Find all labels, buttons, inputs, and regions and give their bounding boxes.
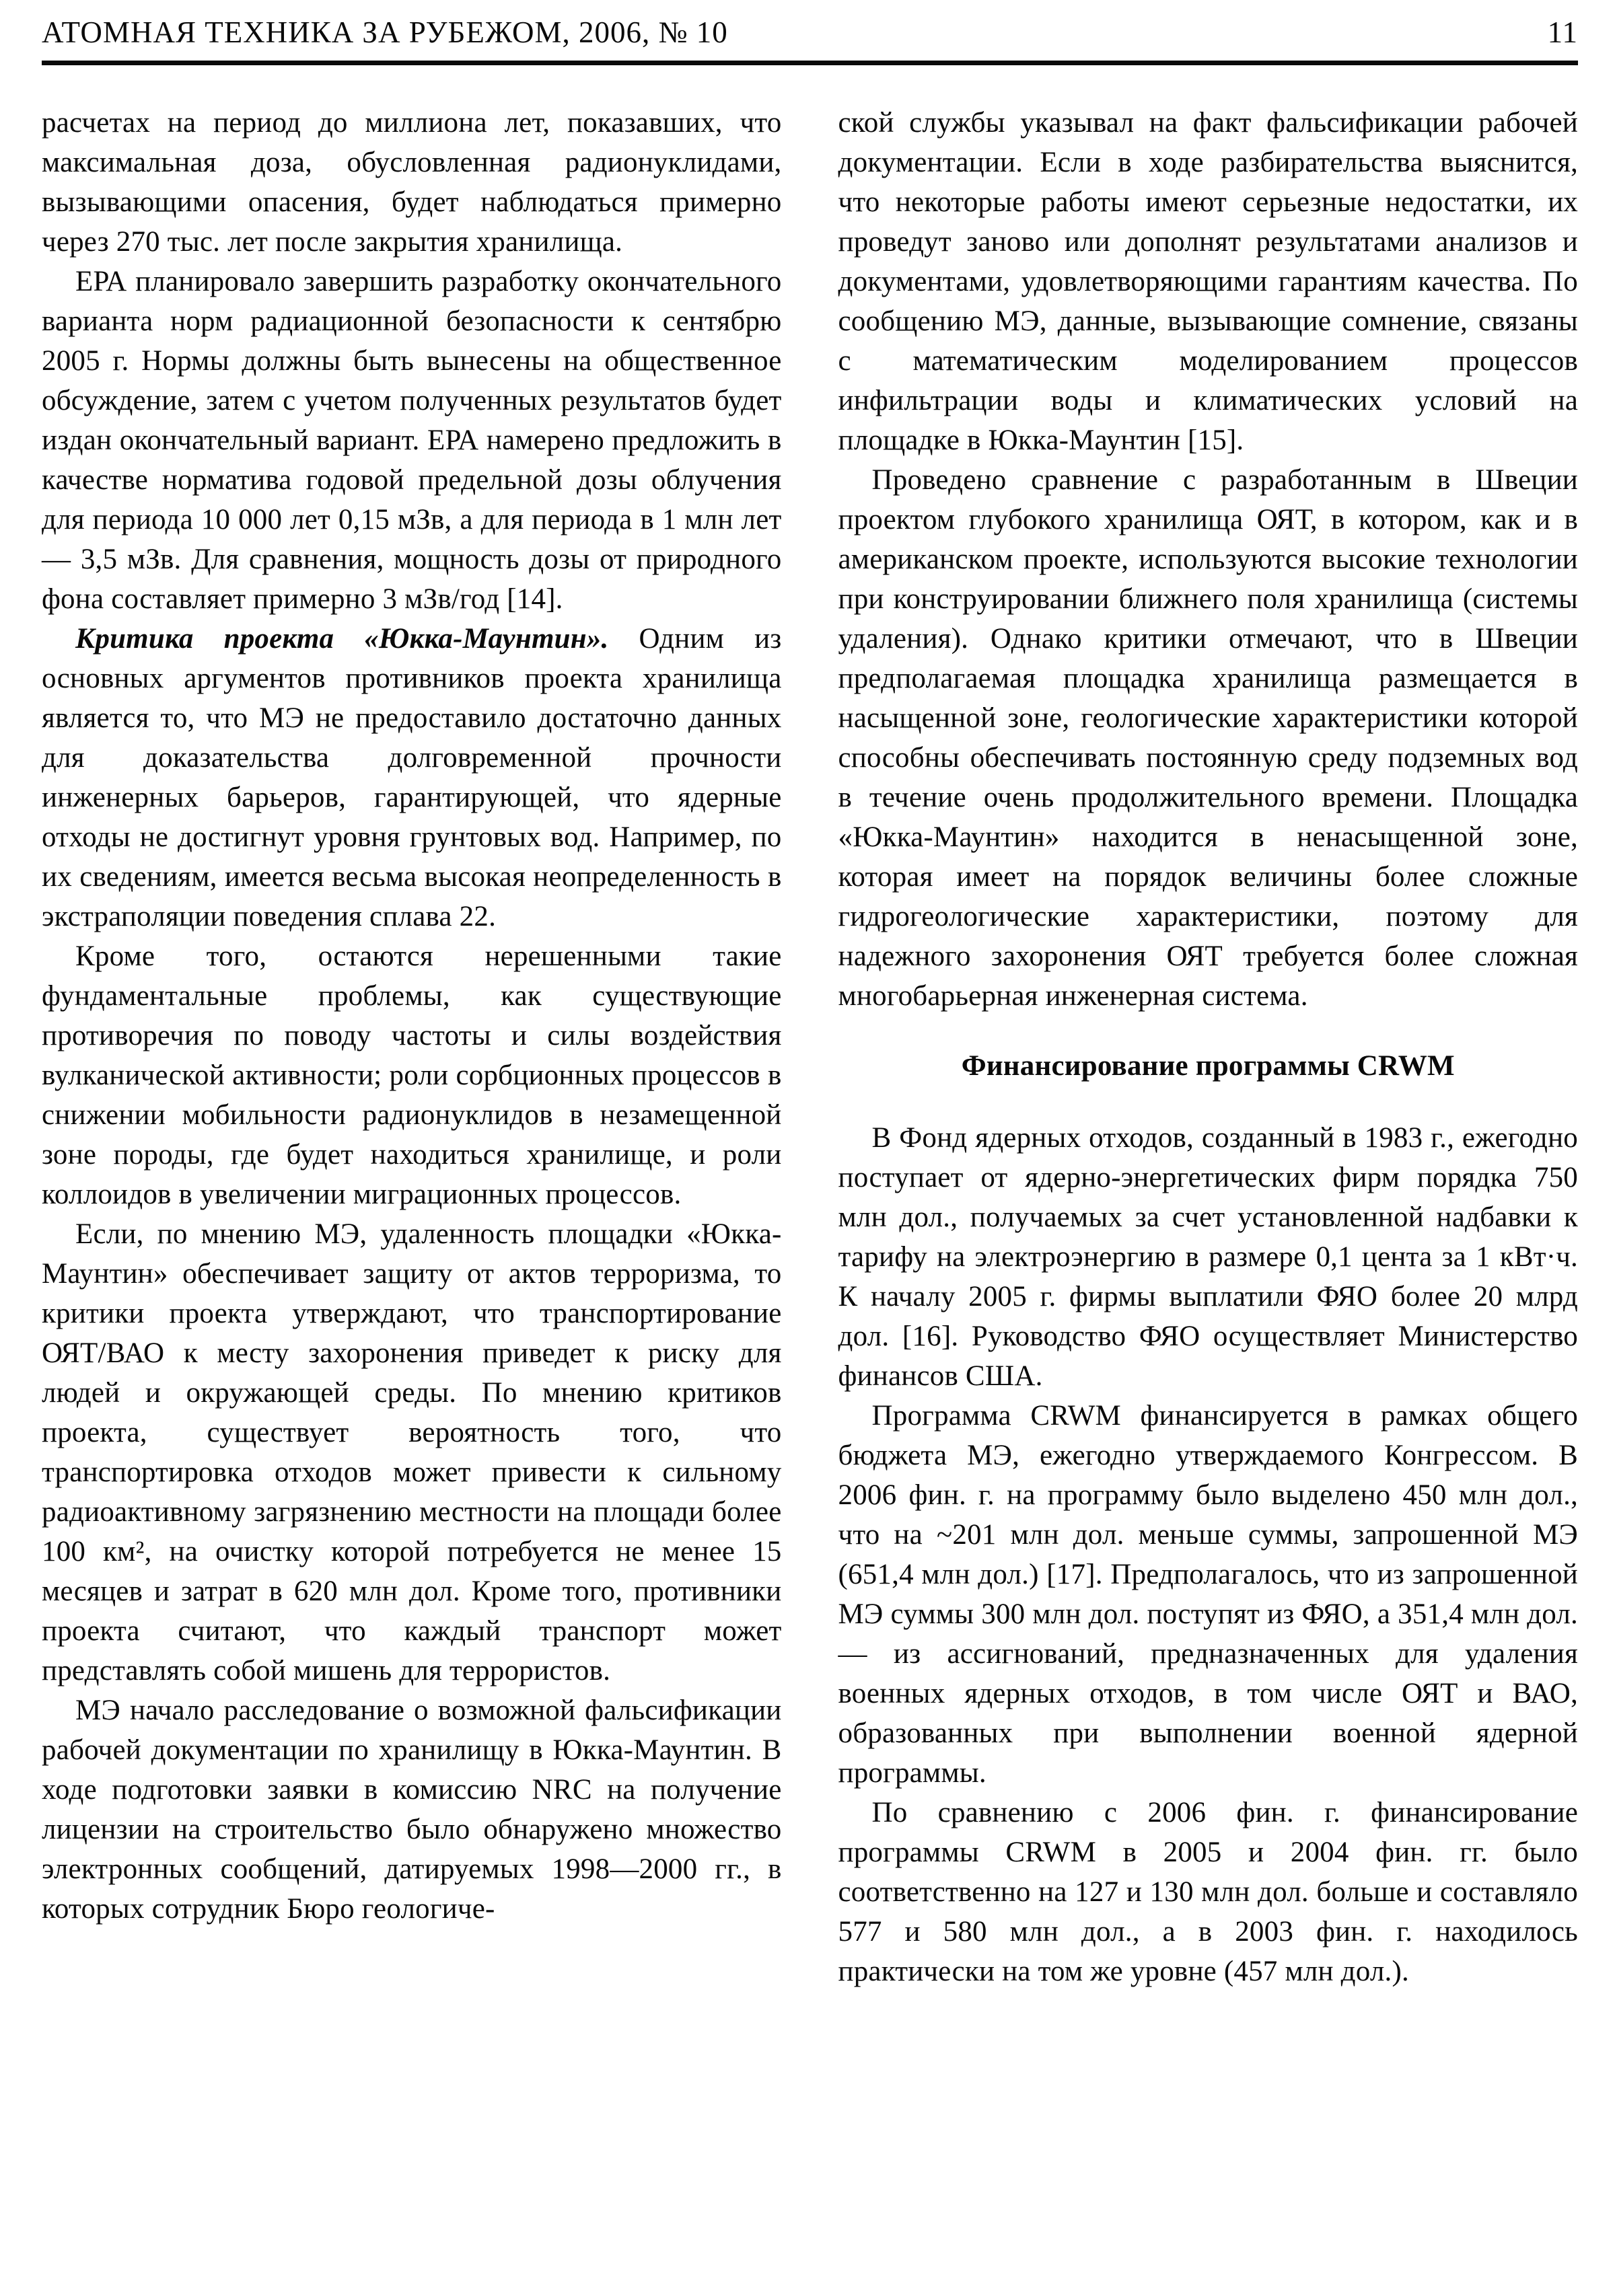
run-in-subheading: Критика проекта «Юкка-Маунтин». — [75, 622, 609, 655]
paragraph: Если, по мнению МЭ, удаленность площадки «Юкка-Маунтин» обеспечивает защиту от актов терроризма, то критики проекта утверждают, что транспортирование ОЯТ/ВАО к месту захоронения приведет к риску для людей и окружающей среды. По мнению критиков проекта, существует вероятность того, что транспортировка отходов может привести к сильному радиоактивному загрязнению местности на площади более 100 км², на очистку которой потребуется не менее 15 месяцев и затрат в 620 млн дол. Кроме того, противники проекта считают, что каждый транспорт может представлять собой мишень для террористов. — [42, 1218, 782, 1687]
left-column — [42, 103, 782, 1991]
running-header — [42, 0, 1578, 65]
paragraph: МЭ начало расследование о возможной фальсификации рабочей документации по хранилищу в Юкка-Маунтин. В ходе подготовки заявки в комиссию NRC на получение лицензии на строительство было обнаружено множество электронных сообщений, датируемых 1998—2000 гг., в которых сотрудник Бюро геологиче- — [42, 1694, 782, 1925]
journal-title: АТОМНАЯ ТЕХНИКА ЗА РУБЕЖОМ, 2006, № 10 — [42, 15, 728, 49]
paragraph: Проведено сравнение с разработанным в Швеции проектом глубокого хранилища ОЯТ, в котором, как и в американском проекте, используются высокие технологии при конструировании ближнего поля хранилища (системы удаления). Однако критики отмечают, что в Швеции предполагаемая площадка хранилища размещается в насыщенной зоне, геологические характеристики которой способны обеспечивать постоянную среду подземных вод в течение очень продолжительного времени. Площадка «Юкка-Маунтин» находится в ненасыщенной зоне, которая имеет на порядок величины более сложные гидрогеологические характеристики, поэтому для надежного захоронения ОЯТ требуется более сложная многобарьерная инженерная система. — [838, 464, 1578, 1012]
paragraph-text: Одним из основных аргументов противников проекта хранилища является то, что МЭ не предоставило достаточно данных для доказательства долговременной прочности инженерных барьеров, гарантирующей, что ядерные отходы не достигнут уровня грунтовых вод. Например, по их сведениям, имеется весьма высокая неопределенность в экстраполяции поведения сплава 22. — [42, 622, 782, 932]
two-column-body — [42, 103, 1578, 1991]
paragraph: расчетах на период до миллиона лет, показавших, что максимальная доза, обусловленная радионуклидами, вызывающими опасения, будет наблюдаться примерно через 270 тыс. лет после закрытия хранилища. — [42, 106, 782, 258]
paragraph: Программа CRWM финансируется в рамках общего бюджета МЭ, ежегодно утверждаемого Конгрессом. В 2006 фин. г. на программу было выделено 450 млн дол., что на ~201 млн дол. меньше суммы, запрошенной МЭ (651,4 млн дол.) [17]. Предполагалось, что из запрошенной МЭ суммы 300 млн дол. поступят из ФЯО, а 351,4 млн дол. — из ассигнований, предназначенных для удаления военных ядерных отходов, в том числе ОЯТ и ВАО, образованных при выполнении военной ядерной программы. — [838, 1399, 1578, 1789]
paragraph: Кроме того, остаются нерешенными такие фундаментальные проблемы, как существующие противоречия по поводу частоты и силы воздействия вулканической активности; роли сорбционных процессов в снижении мобильности радионуклидов в незамещенной зоне породы, где будет находиться хранилище, и роли коллоидов в увеличении миграционных процессов. — [42, 940, 782, 1210]
paragraph: ской службы указывал на факт фальсификации рабочей документации. Если в ходе разбирательства выяснится, что некоторые работы имеют серьезные недостатки, их проведут заново или дополнят результатами анализов и документами, удовлетворяющими гарантиям качества. По сообщению МЭ, данные, вызывающие сомнение, связаны с математическим моделированием процессов инфильтрации воды и климатических условий на площадке в Юкка-Маунтин [15]. — [838, 106, 1578, 456]
paragraph — [42, 619, 782, 936]
right-column — [838, 103, 1579, 1991]
section-heading: Финансирование программы CRWM — [961, 1049, 1455, 1082]
paragraph: ЕРА планировало завершить разработку окончательного варианта норм радиационной безопасности к сентябрю 2005 г. Нормы должны быть вынесены на общественное обсуждение, затем с учетом полученных результатов будет издан окончательный вариант. ЕРА намерено предложить в качестве норматива годовой предельной дозы облучения для периода 10 000 лет 0,15 мЗв, а для периода в 1 млн лет — 3,5 мЗв. Для сравнения, мощность дозы от природного фона составляет примерно 3 мЗв/год [14]. — [42, 265, 782, 615]
paragraph: По сравнению с 2006 фин. г. финансирование программы CRWM в 2005 и 2004 фин. гг. было соответственно на 127 и 130 млн дол. больше и составляло 577 и 580 млн дол., а в 2003 фин. г. находилось практически на том же уровне (457 млн дол.). — [838, 1796, 1578, 1987]
paragraph: В Фонд ядерных отходов, созданный в 1983 г., ежегодно поступает от ядерно-энергетических фирм порядка 750 млн дол., получаемых за счет установленной надбавки к тарифу на электроэнергию в размере 0,1 цента за 1 кВт·ч. К началу 2005 г. фирмы выплатили ФЯО более 20 млрд дол. [16]. Руководство ФЯО осуществляет Министерство финансов США. — [838, 1121, 1578, 1392]
page-number: 11 — [1547, 15, 1578, 49]
